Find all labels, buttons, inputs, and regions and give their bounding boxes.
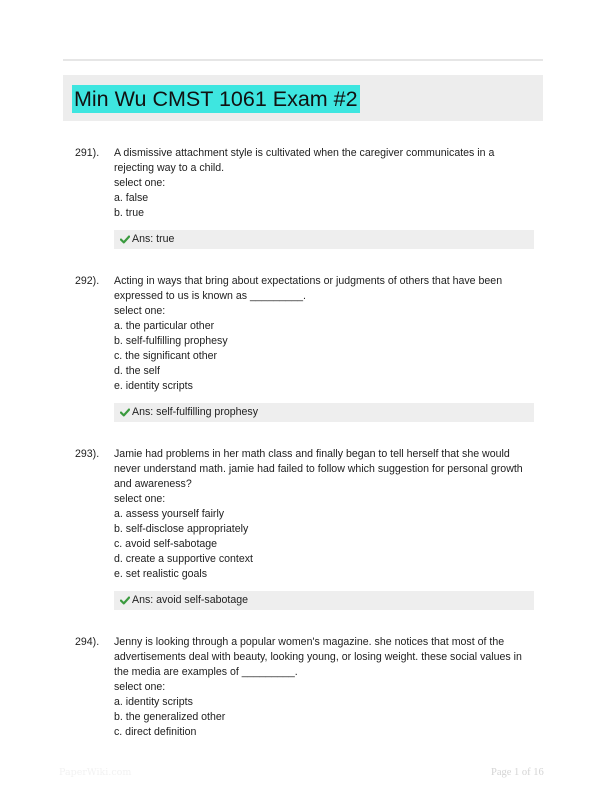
question-text: the media are examples of _________. [114, 666, 298, 678]
check-icon [120, 408, 130, 417]
answer-text: Ans: self-fulfilling prophesy [132, 406, 259, 418]
question-text: expressed to us is known as _________. [114, 290, 306, 302]
question-text: rejecting way to a child. [114, 162, 225, 174]
question-number: 294). [75, 636, 100, 648]
option: a. assess yourself fairly [114, 508, 225, 520]
check-icon [120, 235, 130, 244]
option: b. the generalized other [114, 711, 226, 723]
check-icon [120, 596, 130, 605]
question-number: 292). [75, 275, 100, 287]
select-prompt: select one: [114, 493, 166, 505]
question-text: A dismissive attachment style is cultivated when the caregiver communicates in a [114, 147, 495, 159]
option: c. avoid self-sabotage [114, 538, 218, 550]
select-prompt: select one: [114, 177, 166, 189]
option: d. the self [114, 365, 160, 377]
question-number: 293). [75, 448, 100, 460]
option: b. true [114, 207, 145, 219]
question-text: never understand math. jamie had failed to follow which suggestion for personal growth [114, 463, 523, 475]
option: e. set realistic goals [114, 568, 208, 580]
answer-box [114, 591, 534, 610]
option: c. direct definition [114, 726, 197, 738]
answer-box [114, 403, 534, 422]
page-title: Min Wu CMST 1061 Exam #2 [74, 87, 358, 111]
answer-box [114, 230, 534, 249]
option: b. self-disclose appropriately [114, 523, 249, 535]
option: e. identity scripts [114, 380, 193, 392]
option: a. identity scripts [114, 696, 193, 708]
answer-text: Ans: avoid self-sabotage [132, 594, 249, 606]
question-text: Acting in ways that bring about expectations or judgments of others that have been [114, 275, 503, 287]
question-text: Jenny is looking through a popular women's magazine. she notices that most of the [114, 636, 505, 648]
select-prompt: select one: [114, 305, 166, 317]
question-body [114, 447, 534, 582]
footer-watermark: PaperWiki.com [59, 767, 132, 778]
option: b. self-fulfilling prophesy [114, 335, 228, 347]
title-banner [63, 75, 543, 121]
top-divider [63, 59, 543, 61]
question-body [114, 146, 534, 221]
option: a. false [114, 192, 149, 204]
option: a. the particular other [114, 320, 215, 332]
question-text: and awareness? [114, 478, 192, 490]
question-text: Jamie had problems in her math class and finally began to tell herself that she would [114, 448, 510, 460]
option: d. create a supportive context [114, 553, 253, 565]
option: c. the significant other [114, 350, 218, 362]
question-body [114, 635, 534, 740]
page-number: Page 1 of 16 [491, 767, 544, 778]
question-number: 291). [75, 147, 100, 159]
question-text: advertisements deal with beauty, looking young, or losing weight. these social values in [114, 651, 522, 663]
answer-text: Ans: true [132, 233, 175, 245]
question-body [114, 274, 534, 394]
select-prompt: select one: [114, 681, 166, 693]
